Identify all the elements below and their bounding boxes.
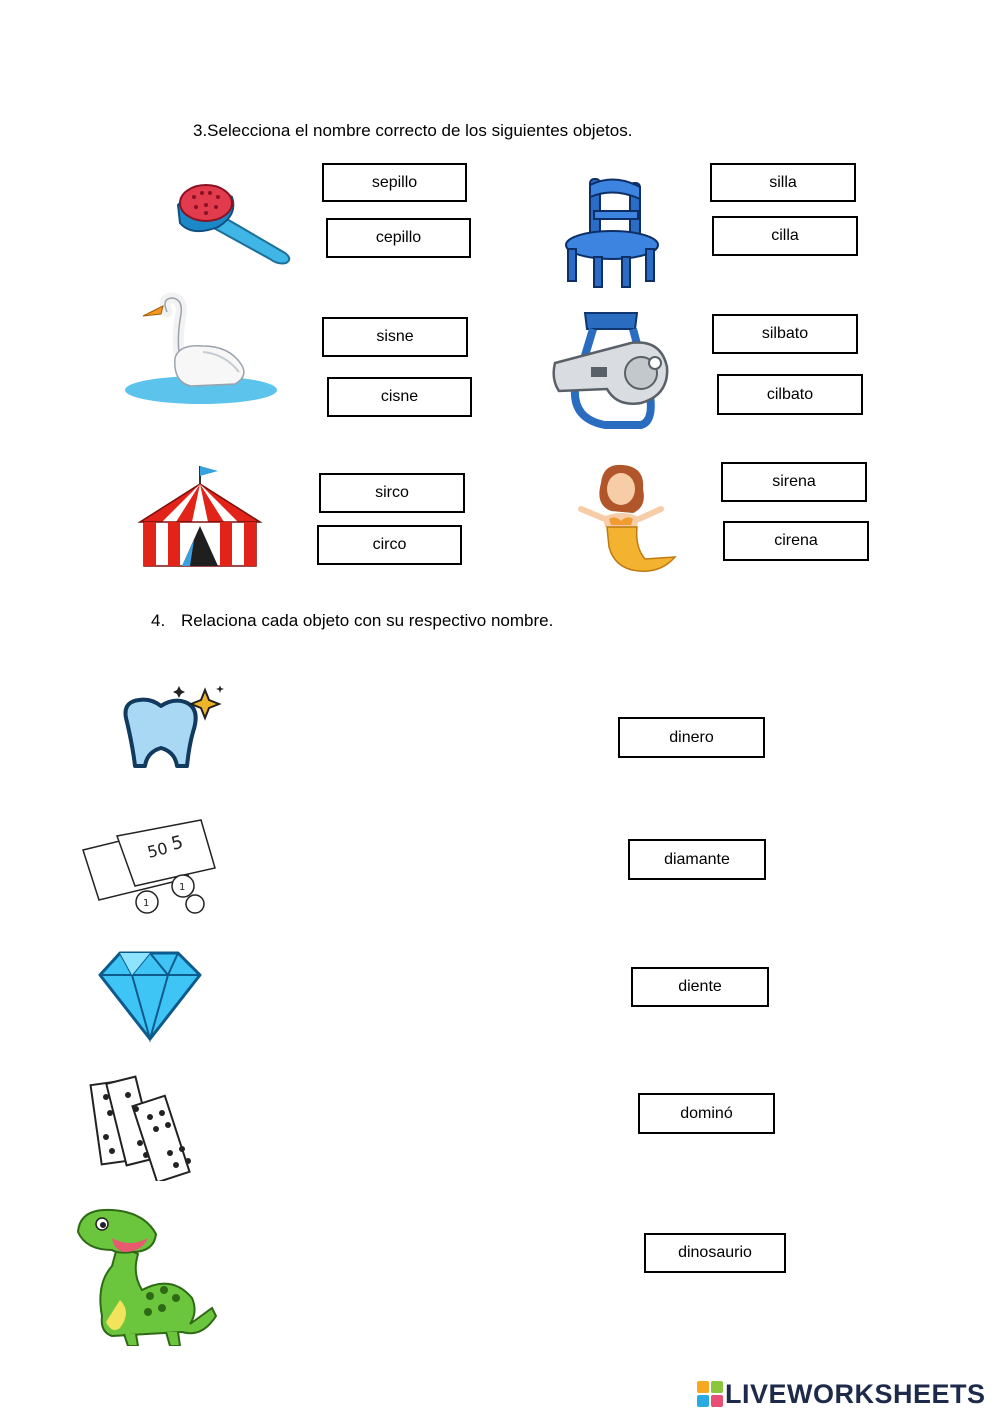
tooth-icon	[115, 686, 225, 771]
option-cilla[interactable]: cilla	[712, 216, 858, 256]
option-cilbato[interactable]: cilbato	[717, 374, 863, 415]
dinosaur-icon	[72, 1204, 219, 1346]
word-dinero[interactable]: dinero	[618, 717, 765, 758]
option-silbato[interactable]: silbato	[712, 314, 858, 354]
section-4-text: Relaciona cada objeto con su respectivo nombre.	[181, 611, 554, 630]
section-4-number: 4.	[151, 611, 166, 630]
liveworksheets-logo	[697, 1378, 986, 1410]
logo-text: LIVEWORKSHEETS	[725, 1378, 986, 1409]
mermaid-icon	[551, 461, 692, 575]
section-4-title	[151, 611, 553, 631]
circus-tent-icon	[132, 462, 269, 574]
swan-icon	[121, 292, 281, 412]
brush-icon	[160, 165, 300, 273]
whistle-icon	[545, 309, 677, 435]
chair-icon	[522, 165, 687, 298]
option-cepillo[interactable]: cepillo	[326, 218, 471, 258]
option-sirena[interactable]: sirena	[721, 462, 867, 502]
option-sirco[interactable]: sirco	[319, 473, 465, 513]
option-cisne[interactable]: cisne	[327, 377, 472, 417]
svg-text:5: 5	[169, 831, 186, 855]
word-dinosaurio[interactable]: dinosaurio	[644, 1233, 786, 1273]
domino-icon	[88, 1073, 208, 1181]
word-diamante[interactable]: diamante	[628, 839, 766, 880]
svg-text:50: 50	[145, 838, 170, 862]
section-3-title: 3.Selecciona el nombre correcto de los siguientes objetos.	[193, 121, 633, 140]
option-sepillo[interactable]: sepillo	[322, 163, 467, 202]
diamond-icon	[86, 935, 212, 1057]
option-circo[interactable]: circo	[317, 525, 462, 565]
word-domino[interactable]: dominó	[638, 1093, 775, 1134]
svg-text:1: 1	[179, 882, 186, 893]
money-icon	[77, 806, 217, 916]
svg-text:1: 1	[143, 898, 150, 909]
option-silla[interactable]: silla	[710, 163, 856, 202]
logo-mark-icon	[697, 1381, 723, 1407]
option-cirena[interactable]: cirena	[723, 521, 869, 561]
word-diente[interactable]: diente	[631, 967, 769, 1007]
option-sisne[interactable]: sisne	[322, 317, 468, 357]
